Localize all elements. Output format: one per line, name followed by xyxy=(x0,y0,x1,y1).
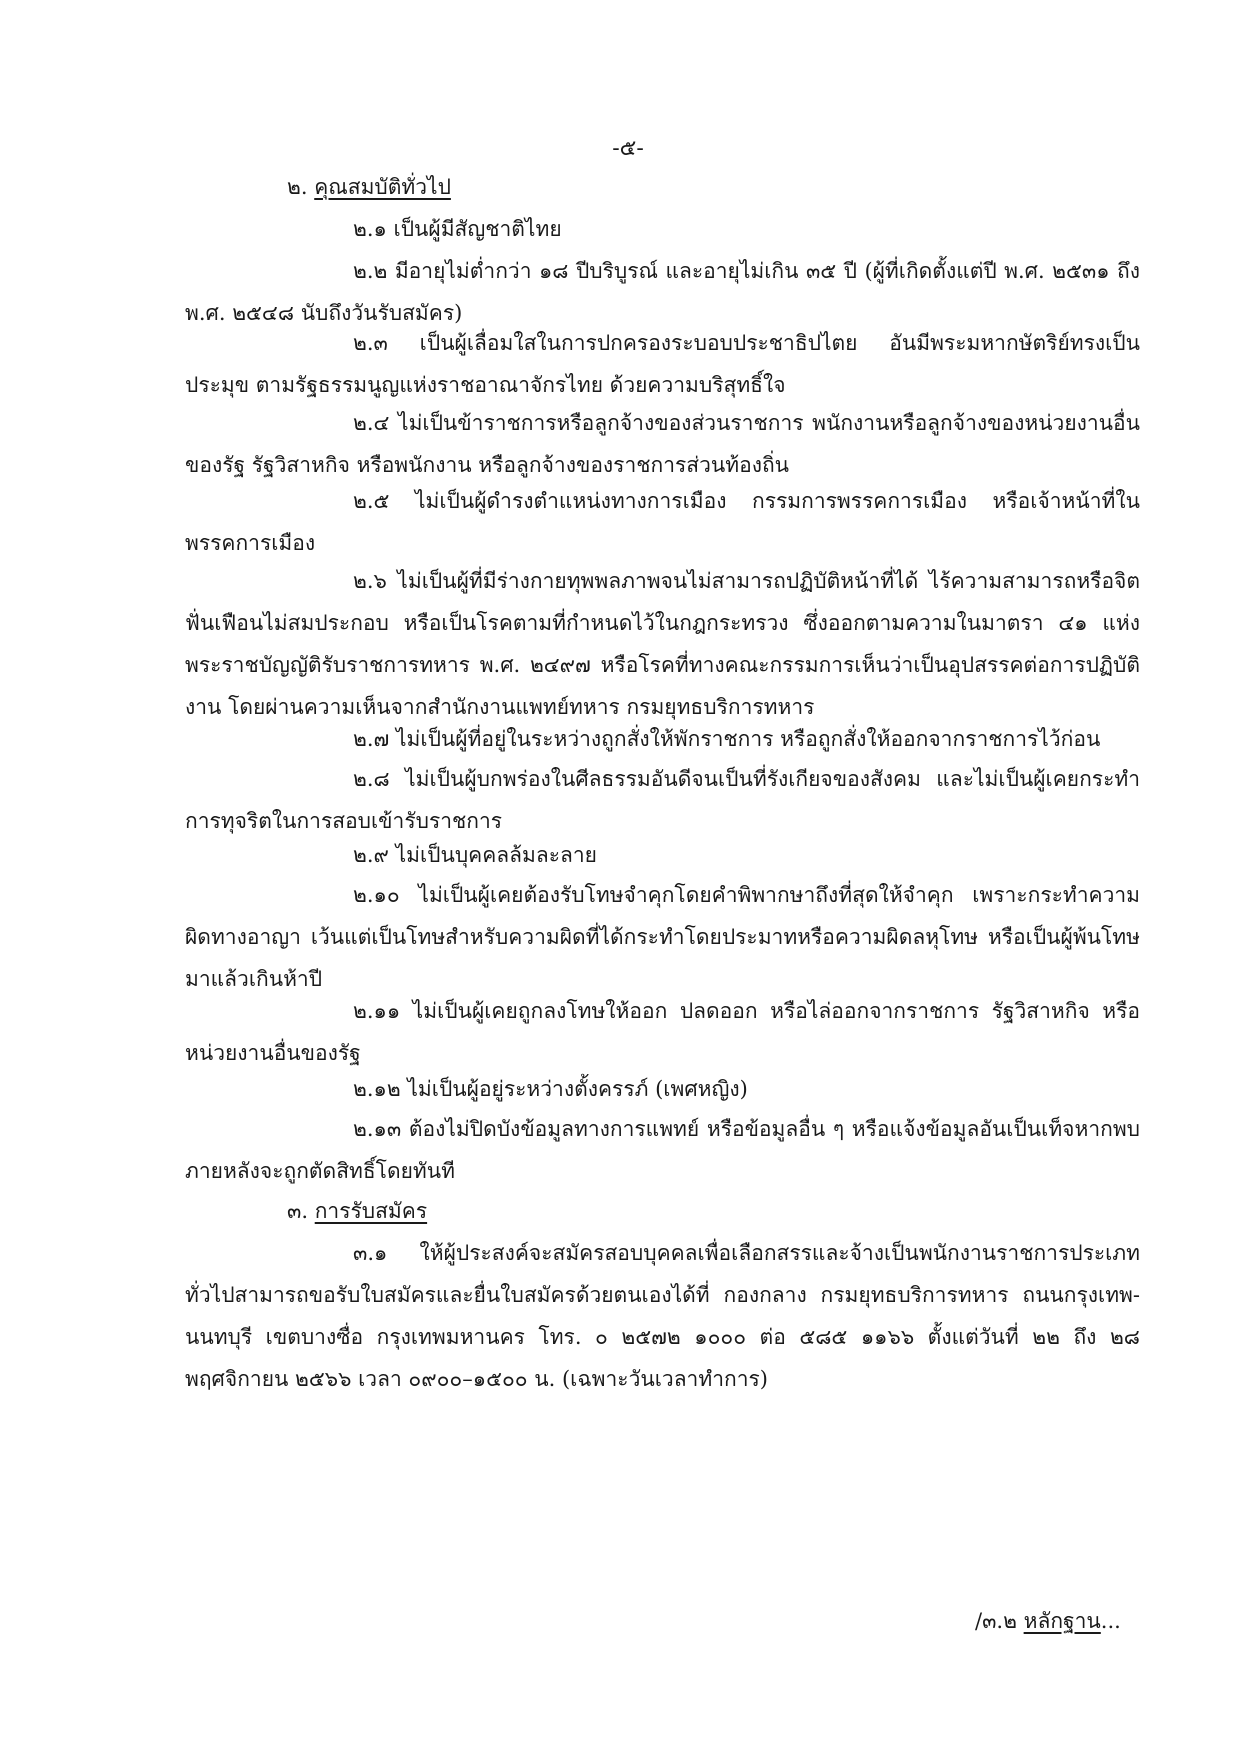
item-2-4: ๒.๔ ไม่เป็นข้าราชการหรือลูกจ้างของส่วนราชการ พนักงานหรือลูกจ้างของหน่วยงานอื่นของรัฐ รัฐวิสาหกิจ หรือพนักงาน หรือลูกจ้างของราชการส่วนท้องถิ่น xyxy=(185,411,1140,477)
item-2-13: ๒.๑๓ ต้องไม่ปิดบังข้อมูลทางการแพทย์ หรือข้อมูลอื่น ๆ หรือแจ้งข้อมูลอันเป็นเท็จหากพบภายหลังจะถูกตัดสิทธิ์โดยทันที xyxy=(185,1117,1140,1183)
item-3-1: ๓.๑ ให้ผู้ประสงค์จะสมัครสอบบุคคลเพื่อเลือกสรรและจ้างเป็นพนักงานราชการประเภททั่วไปสามารถขอรับใบสมัครและยื่นใบสมัครด้วยตนเองได้ที่ กองกลาง กรมยุทธบริการทหาร ถนนกรุงเทพ-นนทบุรี เขตบางซื่อ กรุงเทพมหานคร โทร. ๐ ๒๕๗๒ ๑๐๐๐ ต่อ ๕๘๕ ๑๑๖๖ ตั้งแต่วันที่ ๒๒ ถึง ๒๘ พฤศจิกายน ๒๕๖๖ เวลา ๐๙๐๐–๑๕๐๐ น. (เฉพาะวันเวลาทำการ) xyxy=(185,1241,1140,1391)
item-2-11: ๒.๑๑ ไม่เป็นผู้เคยถูกลงโทษให้ออก ปลดออก หรือไล่ออกจากราชการ รัฐวิสาหกิจ หรือหน่วยงานอื่นของรัฐ xyxy=(185,999,1140,1065)
item-2-7: ๒.๗ ไม่เป็นผู้ที่อยู่ในระหว่างถูกสั่งให้พักราชการ หรือถูกสั่งให้ออกจากราชการไว้ก่อน xyxy=(353,727,1101,751)
item-2-9: ๒.๙ ไม่เป็นบุคคลล้มละลาย xyxy=(353,843,597,867)
continuation-heading: หลักฐาน xyxy=(1023,1609,1101,1633)
item-2-1: ๒.๑ เป็นผู้มีสัญชาติไทย xyxy=(353,217,562,241)
item-2-10: ๒.๑๐ ไม่เป็นผู้เคยต้องรับโทษจำคุกโดยคำพิพากษาถึงที่สุดให้จำคุก เพราะกระทำความผิดทางอาญา เว้นแต่เป็นโทษสำหรับความผิดที่ได้กระทำโดยประมาทหรือความผิดลหุโทษ หรือเป็นผู้พ้นโทษมาแล้วเกินห้าปี xyxy=(185,883,1140,991)
item-2-6: ๒.๖ ไม่เป็นผู้ที่มีร่างกายทุพพลภาพจนไม่สามารถปฏิบัติหน้าที่ได้ ไร้ความสามารถหรือจิตฟั่นเฟือนไม่สมประกอบ หรือเป็นโรคตามที่กำหนดไว้ในกฎกระทรวง ซึ่งออกตามความในมาตรา ๔๑ แห่งพระราชบัญญัติรับราชการทหาร พ.ศ. ๒๔๙๗ หรือโรคที่ทางคณะกรรมการเห็นว่าเป็นอุปสรรคต่อการปฏิบัติงาน โดยผ่านความเห็นจากสำนักงานแพทย์ทหาร กรมยุทธบริการทหาร xyxy=(185,569,1140,719)
continuation-prefix: /๓.๒ xyxy=(975,1609,1024,1633)
continuation-ellipsis: ... xyxy=(1100,1609,1121,1633)
section-2-number: ๒. xyxy=(287,175,308,199)
item-2-3: ๒.๓ เป็นผู้เลื่อมใสในการปกครองระบอบประชาธิปไตย อันมีพระมหากษัตริย์ทรงเป็นประมุข ตามรัฐธรรมนูญแห่งราชอาณาจักรไทย ด้วยความบริสุทธิ์ใจ xyxy=(185,331,1140,397)
page-number: -๕- xyxy=(612,136,644,161)
section-3-heading xyxy=(287,1196,427,1226)
section-3-number: ๓. xyxy=(287,1199,309,1223)
section-2-heading xyxy=(287,172,451,202)
item-2-5: ๒.๕ ไม่เป็นผู้ดำรงตำแหน่งทางการเมือง กรรมการพรรคการเมือง หรือเจ้าหน้าที่ในพรรคการเมือง xyxy=(185,489,1140,555)
item-2-2: ๒.๒ มีอายุไม่ต่ำกว่า ๑๘ ปีบริบูรณ์ และอายุไม่เกิน ๓๕ ปี (ผู้ที่เกิดตั้งแต่ปี พ.ศ. ๒๕๓๑ ถึง พ.ศ. ๒๕๔๘ นับถึงวันรับสมัคร) xyxy=(185,259,1140,325)
section-2-title: คุณสมบัติทั่วไป xyxy=(314,175,451,199)
item-2-8: ๒.๘ ไม่เป็นผู้บกพร่องในศีลธรรมอันดีจนเป็นที่รังเกียจของสังคม และไม่เป็นผู้เคยกระทำการทุจริตในการสอบเข้ารับราชการ xyxy=(185,767,1140,833)
item-2-12: ๒.๑๒ ไม่เป็นผู้อยู่ระหว่างตั้งครรภ์ (เพศหญิง) xyxy=(353,1077,748,1101)
continuation-reference xyxy=(975,1605,1121,1638)
section-3-title: การรับสมัคร xyxy=(314,1199,428,1223)
